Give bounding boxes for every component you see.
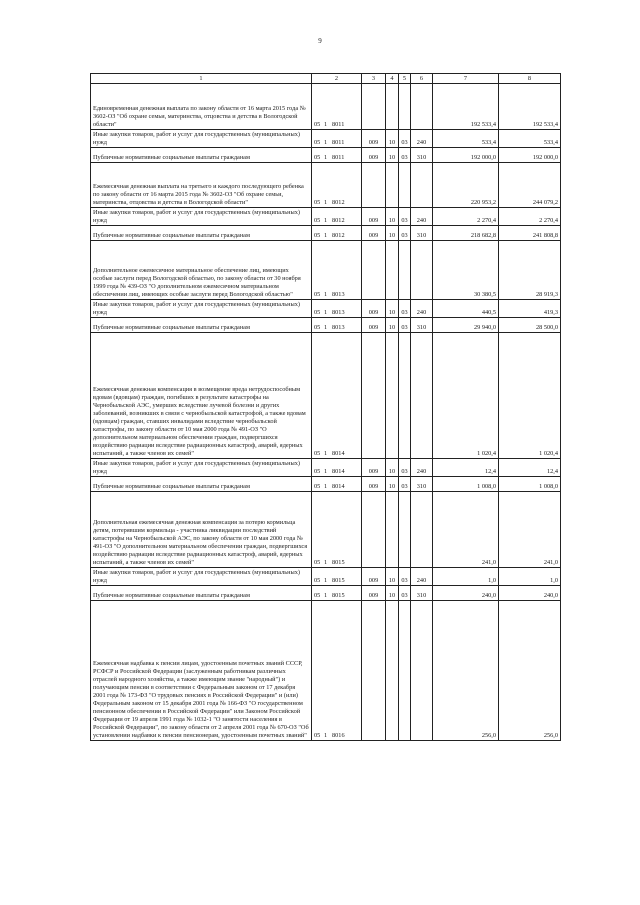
code-subsection: 1 xyxy=(324,154,328,161)
row-code-6: 240 xyxy=(411,208,433,226)
code-subsection: 1 xyxy=(324,199,328,206)
row-code-3 xyxy=(362,84,386,130)
row-code-5: 03 xyxy=(399,459,411,477)
row-code-4: 10 xyxy=(386,586,399,601)
code-subsection: 1 xyxy=(324,450,328,457)
row-value-col8: 241 808,8 xyxy=(499,226,561,241)
code-section: 05 xyxy=(314,577,321,584)
code-subsection: 1 xyxy=(324,732,328,739)
row-code-3: 009 xyxy=(362,318,386,333)
row-value-col8: 1,0 xyxy=(499,568,561,586)
row-value-col7: 192 533,4 xyxy=(433,84,499,130)
row-code-3: 009 xyxy=(362,300,386,318)
row-code-6 xyxy=(411,492,433,568)
row-code xyxy=(312,241,362,300)
row-code-3 xyxy=(362,333,386,459)
code-item: 8013 xyxy=(332,291,345,298)
row-name: Дополнительное ежемесячное материальное обеспечение лиц, имеющих особые заслуги перед Вологодской областью, по закону области от 30 ноября 1999 года № 439-ОЗ "О дополнительном ежемесячном материальном обеспечении лиц, имеющих особые заслуги перед Вологодской областью" xyxy=(91,241,312,300)
row-code-5 xyxy=(399,492,411,568)
row-code-6: 310 xyxy=(411,477,433,492)
code-subsection: 1 xyxy=(324,483,328,490)
row-value-col8: 419,3 xyxy=(499,300,561,318)
code-subsection: 1 xyxy=(324,291,328,298)
row-code-6 xyxy=(411,84,433,130)
row-code xyxy=(312,148,362,163)
table-row xyxy=(91,492,561,568)
code-item: 8014 xyxy=(332,450,345,457)
code-section: 05 xyxy=(314,139,321,146)
row-value-col8: 192 000,0 xyxy=(499,148,561,163)
row-code-5 xyxy=(399,84,411,130)
row-code xyxy=(312,459,362,477)
column-header: 2 xyxy=(312,74,362,84)
table-row xyxy=(91,130,561,148)
table-row xyxy=(91,84,561,130)
row-code-6 xyxy=(411,241,433,300)
code-item: 8013 xyxy=(332,309,345,316)
row-value-col7: 1 020,4 xyxy=(433,333,499,459)
code-item: 8015 xyxy=(332,592,345,599)
code-subsection: 1 xyxy=(324,232,328,239)
row-code-3: 009 xyxy=(362,586,386,601)
row-code-4: 10 xyxy=(386,477,399,492)
code-item: 8014 xyxy=(332,468,345,475)
row-code-6: 240 xyxy=(411,568,433,586)
row-code-4: 10 xyxy=(386,148,399,163)
column-header: 1 xyxy=(91,74,312,84)
row-code xyxy=(312,84,362,130)
table-row xyxy=(91,459,561,477)
row-code xyxy=(312,568,362,586)
row-value-col8: 28 500,0 xyxy=(499,318,561,333)
header-row xyxy=(91,74,561,84)
code-item: 8012 xyxy=(332,217,345,224)
row-code-5 xyxy=(399,163,411,208)
code-section: 05 xyxy=(314,232,321,239)
row-code-4 xyxy=(386,241,399,300)
code-section: 05 xyxy=(314,559,321,566)
row-value-col7: 1,0 xyxy=(433,568,499,586)
row-name: Публичные нормативные социальные выплаты гражданам xyxy=(91,148,312,163)
row-code-4: 10 xyxy=(386,318,399,333)
row-code-3: 009 xyxy=(362,568,386,586)
column-header: 5 xyxy=(399,74,411,84)
row-code xyxy=(312,586,362,601)
row-code xyxy=(312,208,362,226)
table-row xyxy=(91,586,561,601)
row-name: Публичные нормативные социальные выплаты гражданам xyxy=(91,318,312,333)
row-value-col7: 2 270,4 xyxy=(433,208,499,226)
code-section: 05 xyxy=(314,121,321,128)
row-value-col7: 256,0 xyxy=(433,601,499,741)
code-section: 05 xyxy=(314,483,321,490)
row-value-col7: 30 380,5 xyxy=(433,241,499,300)
row-code-3 xyxy=(362,241,386,300)
code-section: 05 xyxy=(314,154,321,161)
row-code-4: 10 xyxy=(386,208,399,226)
row-code-6: 310 xyxy=(411,318,433,333)
row-code-5: 03 xyxy=(399,226,411,241)
row-value-col7: 440,5 xyxy=(433,300,499,318)
row-name: Иные закупки товаров, работ и услуг для государственных (муниципальных) нужд xyxy=(91,568,312,586)
row-name: Иные закупки товаров, работ и услуг для государственных (муниципальных) нужд xyxy=(91,459,312,477)
code-section: 05 xyxy=(314,291,321,298)
row-value-col8: 1 008,0 xyxy=(499,477,561,492)
row-code-4 xyxy=(386,333,399,459)
row-code-5 xyxy=(399,333,411,459)
row-code xyxy=(312,318,362,333)
row-name: Иные закупки товаров, работ и услуг для государственных (муниципальных) нужд xyxy=(91,130,312,148)
code-subsection: 1 xyxy=(324,217,328,224)
row-value-col8: 244 079,2 xyxy=(499,163,561,208)
row-value-col8: 241,0 xyxy=(499,492,561,568)
row-value-col8: 240,0 xyxy=(499,586,561,601)
code-subsection: 1 xyxy=(324,309,328,316)
code-item: 8015 xyxy=(332,577,345,584)
code-item: 8012 xyxy=(332,232,345,239)
code-item: 8012 xyxy=(332,199,345,206)
row-code-5: 03 xyxy=(399,586,411,601)
row-name: Ежемесячная денежная компенсация в возмещение вреда нетрудоспособным вдовам (вдовцам) граждан, погибших в результате катастрофы на Чернобыльской АЭС, умерших вследствие лучевой болезни и других заболеваний, возникших в связи с чернобыльской катастрофой, а также вдовам (вдовцам) граждан, ставших инвалидами вследствие чернобыльской катастрофы, по закону области от 10 мая 2000 года № 491-ОЗ "О дополнительном материальном обеспечении граждан, подвергшихся воздействию радиации вследствие радиационных катастроф, аварий, ядерных испытаний, а также членов их семей" xyxy=(91,333,312,459)
row-value-col7: 241,0 xyxy=(433,492,499,568)
code-item: 8013 xyxy=(332,324,345,331)
row-code-3: 009 xyxy=(362,130,386,148)
row-value-col7: 1 008,0 xyxy=(433,477,499,492)
row-code-4 xyxy=(386,492,399,568)
row-value-col7: 240,0 xyxy=(433,586,499,601)
table-row xyxy=(91,318,561,333)
code-subsection: 1 xyxy=(324,139,328,146)
code-section: 05 xyxy=(314,324,321,331)
code-item: 8015 xyxy=(332,559,345,566)
budget-table xyxy=(90,73,561,741)
row-name: Ежемесячная надбавка к пенсии лицам, удостоенным почетных званий СССР, РСФСР и Российской Федерации (заслуженным работникам различных отраслей народного хозяйства, а также имеющим звание "народный") и получающим пенсии в соответствии с Федеральным законом от 17 декабря 2001 года № 173-ФЗ "О трудовых пенсиях в Российской Федерации" и (или) Федеральным законом от 15 декабря 2001 года № 166-ФЗ "О государственном пенсионном обеспечении в Российской Федерации" или Законом Российской Федерации от 19 апреля 1991 года № 1032-1 "О занятости населения в Российской Федерации", по закону области от 2 апреля 2001 года № 670-ОЗ "Об установлении надбавки к пенсии пенсионерам, удостоенным почетных званий" xyxy=(91,601,312,741)
row-code-5: 03 xyxy=(399,208,411,226)
column-header: 6 xyxy=(411,74,433,84)
table-row xyxy=(91,568,561,586)
row-name: Дополнительная ежемесячная денежная компенсация за потерю кормильца детям, потерявшим кормильца - участника ликвидации последствий катастрофы на Чернобыльской АЭС, по закону области от 10 мая 2000 года № 491-ОЗ "О дополнительном материальном обеспечении граждан, подвергшихся воздействию радиации вследствие радиационных катастроф, аварий, ядерных испытаний, а также членов их семей" xyxy=(91,492,312,568)
row-code-3 xyxy=(362,163,386,208)
table-row xyxy=(91,333,561,459)
page-number: 9 xyxy=(318,37,322,45)
row-code-3: 009 xyxy=(362,148,386,163)
code-section: 05 xyxy=(314,217,321,224)
column-header: 4 xyxy=(386,74,399,84)
row-code-5: 03 xyxy=(399,318,411,333)
column-header: 8 xyxy=(499,74,561,84)
row-value-col7: 12,4 xyxy=(433,459,499,477)
row-value-col7: 218 682,8 xyxy=(433,226,499,241)
row-name: Публичные нормативные социальные выплаты гражданам xyxy=(91,586,312,601)
row-value-col8: 1 020,4 xyxy=(499,333,561,459)
row-code-4: 10 xyxy=(386,568,399,586)
row-value-col8: 12,4 xyxy=(499,459,561,477)
row-code-4: 10 xyxy=(386,130,399,148)
row-value-col7: 220 953,2 xyxy=(433,163,499,208)
row-code-3: 009 xyxy=(362,459,386,477)
row-value-col7: 192 000,0 xyxy=(433,148,499,163)
table-row xyxy=(91,477,561,492)
row-code-6: 240 xyxy=(411,300,433,318)
row-code-6 xyxy=(411,163,433,208)
column-header: 7 xyxy=(433,74,499,84)
row-code-4 xyxy=(386,163,399,208)
code-section: 05 xyxy=(314,732,321,739)
row-value-col8: 533,4 xyxy=(499,130,561,148)
row-value-col8: 28 919,3 xyxy=(499,241,561,300)
row-code-5 xyxy=(399,241,411,300)
code-item: 8014 xyxy=(332,483,345,490)
row-code-5 xyxy=(399,601,411,741)
row-code-3: 009 xyxy=(362,208,386,226)
table-body xyxy=(91,84,561,741)
row-name: Единовременная денежная выплата по закону области от 16 марта 2015 года № 3602-ОЗ "Об охране семьи, материнства, отцовства и детства в Вологодской области" xyxy=(91,84,312,130)
row-code-6 xyxy=(411,333,433,459)
table-row xyxy=(91,601,561,741)
code-subsection: 1 xyxy=(324,577,328,584)
row-code-5: 03 xyxy=(399,130,411,148)
row-code-4 xyxy=(386,601,399,741)
row-code-6: 240 xyxy=(411,459,433,477)
row-code-5: 03 xyxy=(399,568,411,586)
code-section: 05 xyxy=(314,309,321,316)
row-code-4: 10 xyxy=(386,226,399,241)
row-code-3 xyxy=(362,601,386,741)
code-item: 8016 xyxy=(332,732,345,739)
table-row xyxy=(91,148,561,163)
row-value-col7: 29 940,0 xyxy=(433,318,499,333)
row-name: Ежемесячная денежная выплата на третьего и каждого последующего ребенка по закону области от 16 марта 2015 года № 3602-ОЗ "Об охране семьи, материнства, отцовства и детства в Вологодской области" xyxy=(91,163,312,208)
row-value-col8: 192 533,4 xyxy=(499,84,561,130)
row-name: Иные закупки товаров, работ и услуг для государственных (муниципальных) нужд xyxy=(91,300,312,318)
row-code xyxy=(312,477,362,492)
row-code-3: 009 xyxy=(362,226,386,241)
row-code-6: 240 xyxy=(411,130,433,148)
row-code xyxy=(312,601,362,741)
table-row xyxy=(91,163,561,208)
row-code xyxy=(312,226,362,241)
row-code-5: 03 xyxy=(399,148,411,163)
row-code-4: 10 xyxy=(386,459,399,477)
code-section: 05 xyxy=(314,468,321,475)
code-item: 8011 xyxy=(332,154,345,161)
code-subsection: 1 xyxy=(324,592,328,599)
row-code xyxy=(312,333,362,459)
code-section: 05 xyxy=(314,592,321,599)
code-section: 05 xyxy=(314,450,321,457)
row-value-col7: 533,4 xyxy=(433,130,499,148)
row-code xyxy=(312,300,362,318)
row-code-6 xyxy=(411,601,433,741)
code-subsection: 1 xyxy=(324,324,328,331)
row-name: Публичные нормативные социальные выплаты гражданам xyxy=(91,226,312,241)
row-code-4: 10 xyxy=(386,300,399,318)
row-value-col8: 2 270,4 xyxy=(499,208,561,226)
table-row xyxy=(91,226,561,241)
column-header: 3 xyxy=(362,74,386,84)
row-value-col8: 256,0 xyxy=(499,601,561,741)
code-subsection: 1 xyxy=(324,121,328,128)
table-row xyxy=(91,241,561,300)
table-row xyxy=(91,208,561,226)
code-subsection: 1 xyxy=(324,559,328,566)
row-code xyxy=(312,130,362,148)
row-name: Публичные нормативные социальные выплаты гражданам xyxy=(91,477,312,492)
row-code xyxy=(312,163,362,208)
row-code-6: 310 xyxy=(411,148,433,163)
row-code-5: 03 xyxy=(399,477,411,492)
row-code-4 xyxy=(386,84,399,130)
row-name: Иные закупки товаров, работ и услуг для государственных (муниципальных) нужд xyxy=(91,208,312,226)
row-code-5: 03 xyxy=(399,300,411,318)
row-code-6: 310 xyxy=(411,586,433,601)
row-code-6: 310 xyxy=(411,226,433,241)
code-section: 05 xyxy=(314,199,321,206)
row-code-3 xyxy=(362,492,386,568)
code-subsection: 1 xyxy=(324,468,328,475)
row-code-3: 009 xyxy=(362,477,386,492)
row-code xyxy=(312,492,362,568)
code-item: 8011 xyxy=(332,121,345,128)
code-item: 8011 xyxy=(332,139,345,146)
table-row xyxy=(91,300,561,318)
